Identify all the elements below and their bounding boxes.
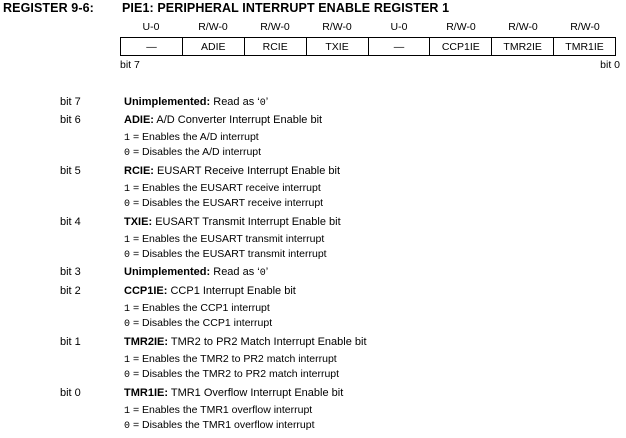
bit-label: bit 0 bbox=[60, 387, 81, 399]
bit-description-text: EUSART Transmit Interrupt Enable bit bbox=[155, 216, 341, 228]
bit-label: bit 3 bbox=[60, 266, 81, 278]
access-bit-5: R/W-0 bbox=[260, 21, 290, 33]
bit-description-text: CCP1 Interrupt Enable bit bbox=[170, 285, 296, 297]
bit-name: ADIE: bbox=[124, 114, 154, 126]
field-bit-4: TXIE bbox=[306, 38, 368, 56]
register-fields-row bbox=[121, 38, 616, 56]
option-text: = Disables the A/D interrupt bbox=[132, 146, 262, 158]
bit-description-text: TMR2 to PR2 Match Interrupt Enable bit bbox=[170, 336, 367, 348]
bit-name: Unimplemented: bbox=[124, 96, 211, 108]
register-title: PIE1: PERIPHERAL INTERRUPT ENABLE REGISTER 1 bbox=[122, 1, 450, 15]
bit-description bbox=[124, 336, 367, 348]
bit-description-text: A/D Converter Interrupt Enable bit bbox=[156, 114, 323, 126]
option-text: = Disables the EUSART receive interrupt bbox=[132, 197, 324, 209]
bit-option bbox=[124, 302, 270, 315]
bit-option bbox=[124, 197, 323, 210]
option-text: = Enables the EUSART receive interrupt bbox=[132, 182, 321, 194]
bit-description bbox=[124, 285, 296, 297]
bit-option bbox=[124, 131, 259, 144]
bit-option bbox=[124, 317, 272, 330]
access-bit-7: U-0 bbox=[142, 21, 160, 33]
option-text: = Disables the TMR2 to PR2 match interrupt bbox=[132, 368, 340, 380]
bit-label: bit 1 bbox=[60, 336, 81, 348]
option-text: = Disables the EUSART transmit interrupt bbox=[132, 248, 327, 260]
bit-option bbox=[124, 248, 327, 261]
option-value: 0 bbox=[124, 370, 131, 381]
access-bit-4: R/W-0 bbox=[322, 21, 352, 33]
msb-label: bit 7 bbox=[120, 59, 140, 71]
bit-description bbox=[124, 114, 322, 126]
field-bit-7: — bbox=[121, 38, 183, 56]
bit-name: TXIE: bbox=[124, 216, 153, 228]
option-value: 1 bbox=[124, 133, 131, 144]
option-value: 1 bbox=[124, 355, 131, 366]
bit-label: bit 7 bbox=[60, 96, 81, 108]
option-text: = Enables the TMR1 overflow interrupt bbox=[132, 404, 313, 416]
option-value: 0 bbox=[124, 319, 131, 330]
read-value: 0 bbox=[259, 268, 266, 279]
option-value: 0 bbox=[124, 250, 131, 261]
bit-option bbox=[124, 353, 337, 366]
access-bit-1: R/W-0 bbox=[508, 21, 538, 33]
option-value: 0 bbox=[124, 199, 131, 210]
register-fields-table bbox=[120, 37, 616, 56]
field-bit-2: CCP1IE bbox=[430, 38, 492, 56]
option-text: = Disables the TMR1 overflow interrupt bbox=[132, 419, 315, 431]
bit-name: TMR1IE: bbox=[124, 387, 168, 399]
option-text: = Enables the CCP1 interrupt bbox=[132, 302, 270, 314]
bit-description bbox=[124, 266, 268, 279]
bit-name: TMR2IE: bbox=[124, 336, 168, 348]
access-bit-0: R/W-0 bbox=[570, 21, 600, 33]
bit-description-end: ’ bbox=[265, 96, 269, 108]
access-row bbox=[120, 21, 616, 33]
bit-label: bit 6 bbox=[60, 114, 81, 126]
access-bit-6: R/W-0 bbox=[198, 21, 228, 33]
bit-description-end: ’ bbox=[265, 266, 269, 278]
field-bit-0: TMR1IE bbox=[554, 38, 616, 56]
register-number: REGISTER 9-6: bbox=[3, 1, 94, 15]
bit-name: Unimplemented: bbox=[124, 266, 211, 278]
bit-description bbox=[124, 165, 340, 177]
bit-label: bit 2 bbox=[60, 285, 81, 297]
bit-option bbox=[124, 419, 315, 432]
bit-description-text: TMR1 Overflow Interrupt Enable bit bbox=[170, 387, 344, 399]
option-value: 0 bbox=[124, 421, 131, 432]
field-bit-1: TMR2IE bbox=[492, 38, 554, 56]
option-text: = Enables the A/D interrupt bbox=[132, 131, 259, 143]
bit-label: bit 4 bbox=[60, 216, 81, 228]
bit-option bbox=[124, 368, 339, 381]
option-text: = Disables the CCP1 interrupt bbox=[132, 317, 273, 329]
bit-description bbox=[124, 387, 343, 399]
bit-option bbox=[124, 182, 321, 195]
bit-label: bit 5 bbox=[60, 165, 81, 177]
option-value: 1 bbox=[124, 184, 131, 195]
option-value: 1 bbox=[124, 406, 131, 417]
bit-option bbox=[124, 233, 324, 246]
bit-option bbox=[124, 146, 261, 159]
bit-name: RCIE: bbox=[124, 165, 154, 177]
field-bit-6: ADIE bbox=[182, 38, 244, 56]
option-text: = Enables the EUSART transmit interrupt bbox=[132, 233, 325, 245]
access-bit-3: U-0 bbox=[390, 21, 408, 33]
bit-description-text: Read as ‘ bbox=[213, 96, 260, 108]
option-value: 1 bbox=[124, 235, 131, 246]
field-bit-5: RCIE bbox=[244, 38, 306, 56]
lsb-label: bit 0 bbox=[600, 59, 620, 71]
read-value: 0 bbox=[259, 98, 266, 109]
bit-description-text: EUSART Receive Interrupt Enable bit bbox=[157, 165, 341, 177]
option-value: 1 bbox=[124, 304, 131, 315]
bit-option bbox=[124, 404, 312, 417]
bit-description-text: Read as ‘ bbox=[213, 266, 260, 278]
field-bit-3: — bbox=[368, 38, 430, 56]
bit-description bbox=[124, 96, 268, 109]
bit-name: CCP1IE: bbox=[124, 285, 168, 297]
option-value: 0 bbox=[124, 148, 131, 159]
access-bit-2: R/W-0 bbox=[446, 21, 476, 33]
option-text: = Enables the TMR2 to PR2 match interrupt bbox=[132, 353, 337, 365]
bit-description bbox=[124, 216, 341, 228]
